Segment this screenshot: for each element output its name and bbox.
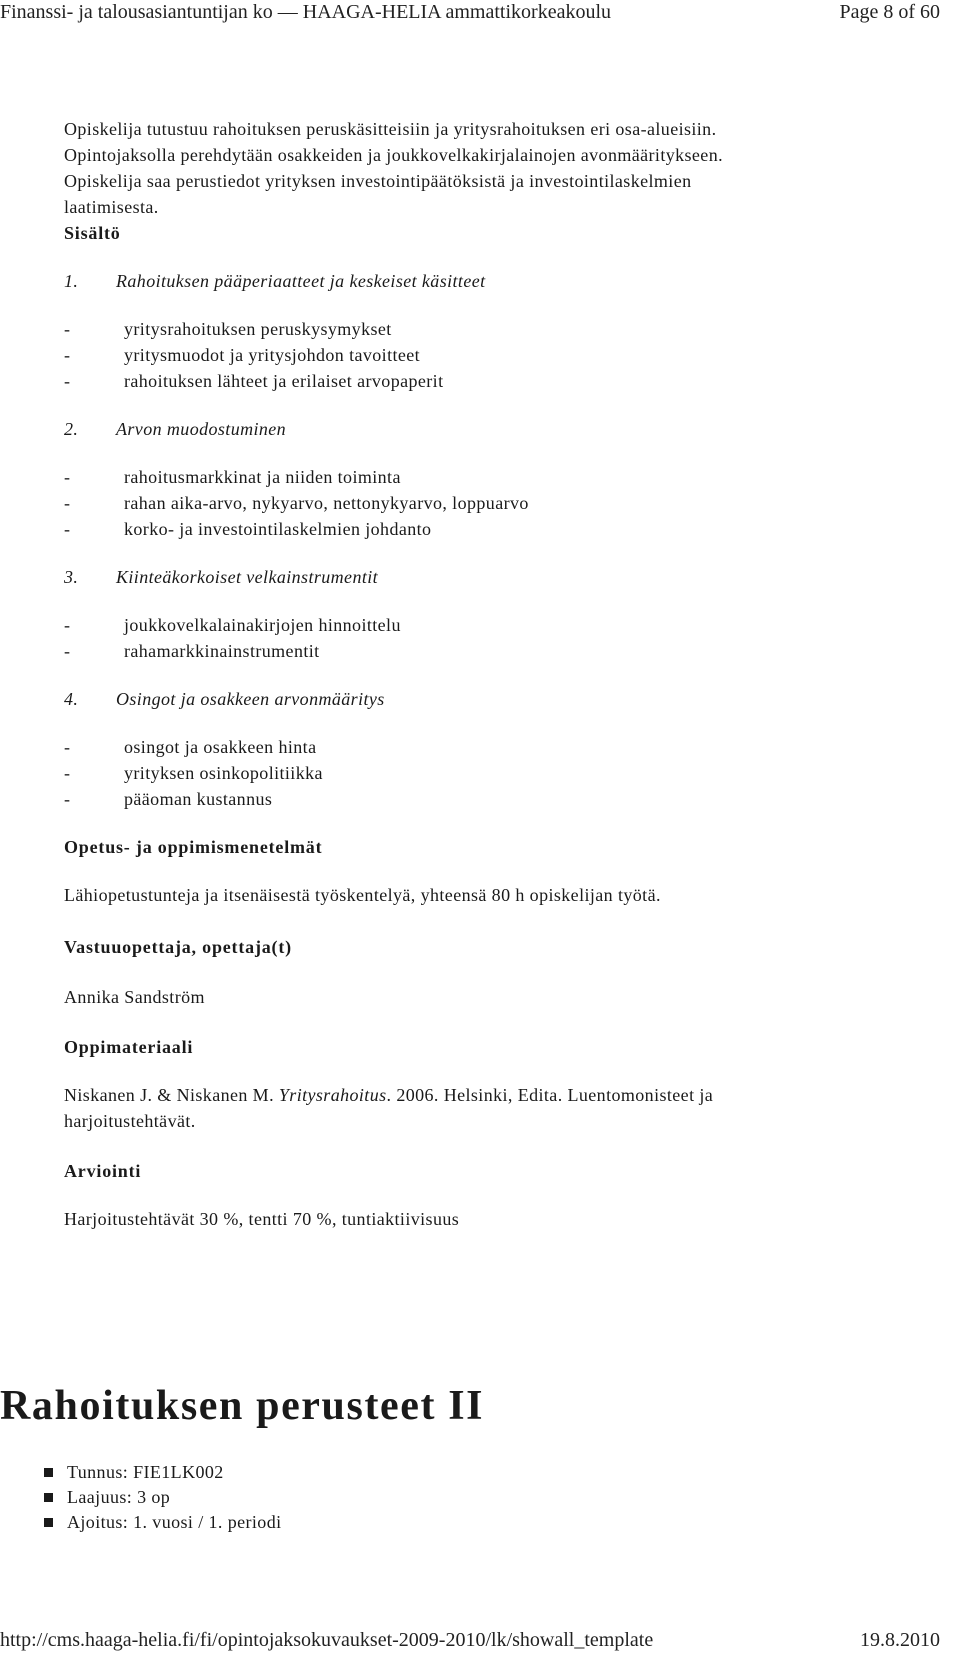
- intro-line: Opintojaksolla perehdytään osakkeiden ja joukkovelkakirjalainojen avonmääritykseen.: [64, 145, 723, 165]
- arviointi-heading: Arviointi: [64, 1161, 142, 1181]
- list-item: [64, 734, 894, 760]
- list-item-text: yrityksen osinkopolitiikka: [124, 763, 323, 783]
- section-number: 1.: [64, 271, 79, 291]
- list-item: [64, 342, 894, 368]
- course-title: Rahoituksen perusteet II: [0, 1383, 485, 1429]
- main-content: [64, 116, 894, 1232]
- footer-url: http://cms.haaga-helia.fi/fi/opintojaksokuvaukset-2009-2010/lk/showall_template: [0, 1629, 654, 1651]
- dash-marker: -: [64, 641, 71, 661]
- section-title: [64, 416, 894, 442]
- section-title-text: Osingot ja osakkeen arvonmääritys: [116, 689, 385, 709]
- section-item-list: [64, 734, 894, 812]
- sisalto-heading: Sisältö: [64, 223, 121, 243]
- list-item-text: joukkovelkalainakirjojen hinnoittelu: [124, 615, 401, 635]
- intro-paragraph: [64, 116, 894, 220]
- page-header: [0, 0, 940, 24]
- list-item-text: rahan aika-arvo, nykyarvo, nettonykyarvo, loppuarvo: [124, 493, 529, 513]
- footer-date: 19.8.2010: [860, 1629, 940, 1651]
- course-timing: Ajoitus: 1. vuosi / 1. periodi: [67, 1512, 282, 1532]
- materiaali-text: [64, 1082, 894, 1108]
- section-2: [64, 416, 894, 542]
- list-item-text: rahamarkkinainstrumentit: [124, 641, 320, 661]
- list-item: [64, 316, 894, 342]
- section-title: [64, 268, 894, 294]
- square-bullet-icon: [44, 1518, 53, 1527]
- materiaali-text-line2: harjoitustehtävät.: [64, 1111, 196, 1131]
- section-number: 2.: [64, 419, 79, 439]
- course-info-list-wrapper: [44, 1460, 282, 1535]
- section-title-text: Arvon muodostuminen: [116, 419, 287, 439]
- dash-marker: -: [64, 789, 71, 809]
- arviointi-text: Harjoitustehtävät 30 %, tentti 70 %, tuntiaktiivisuus: [64, 1209, 460, 1229]
- materiaali-book-title: Yritysrahoitus: [278, 1085, 387, 1105]
- list-item-text: rahoituksen lähteet ja erilaiset arvopaperit: [124, 371, 444, 391]
- section-title: [64, 686, 894, 712]
- intro-line: Opiskelija tutustuu rahoituksen peruskäsitteisiin ja yritysrahoituksen eri osa-alueisiin.: [64, 119, 717, 139]
- list-item: [64, 786, 894, 812]
- square-bullet-icon: [44, 1468, 53, 1477]
- section-title-text: Kiinteäkorkoiset velkainstrumentit: [116, 567, 379, 587]
- course-credits: Laajuus: 3 op: [67, 1487, 171, 1507]
- list-item: [44, 1510, 282, 1535]
- vastuu-text: Annika Sandström: [64, 987, 205, 1007]
- header-page-number: Page 8 of 60: [839, 1, 940, 23]
- section-item-list: [64, 612, 894, 664]
- opetus-text: Lähiopetustunteja ja itsenäisestä työskentelyä, yhteensä 80 h opiskelijan työtä.: [64, 885, 661, 905]
- section-item-list: [64, 464, 894, 542]
- list-item-text: pääoman kustannus: [124, 789, 273, 809]
- dash-marker: -: [64, 763, 71, 783]
- section-number: 3.: [64, 567, 79, 587]
- list-item: [64, 490, 894, 516]
- list-item-text: yritysmuodot ja yritysjohdon tavoitteet: [124, 345, 421, 365]
- section-3: [64, 564, 894, 664]
- intro-line: laatimisesta.: [64, 197, 159, 217]
- list-item: [44, 1485, 282, 1510]
- list-item: [64, 464, 894, 490]
- list-item-text: rahoitusmarkkinat ja niiden toiminta: [124, 467, 401, 487]
- list-item: [64, 760, 894, 786]
- section-title: [64, 564, 894, 590]
- dash-marker: -: [64, 615, 71, 635]
- section-4: [64, 686, 894, 812]
- course-code: Tunnus: FIE1LK002: [67, 1462, 224, 1482]
- course-info-list: [44, 1460, 282, 1535]
- dash-marker: -: [64, 737, 71, 757]
- section-1: [64, 268, 894, 394]
- dash-marker: -: [64, 371, 71, 391]
- section-title-text: Rahoituksen pääperiaatteet ja keskeiset käsitteet: [116, 271, 486, 291]
- dash-marker: -: [64, 519, 71, 539]
- dash-marker: -: [64, 493, 71, 513]
- section-item-list: [64, 316, 894, 394]
- list-item-text: korko- ja investointilaskelmien johdanto: [124, 519, 432, 539]
- list-item: [64, 638, 894, 664]
- section-number: 4.: [64, 689, 79, 709]
- dash-marker: -: [64, 467, 71, 487]
- materiaali-heading: Oppimateriaali: [64, 1037, 194, 1057]
- vastuu-heading: Vastuuopettaja, opettaja(t): [64, 937, 292, 957]
- header-title: Finanssi- ja talousasiantuntijan ko — HAAGA-HELIA ammattikorkeakoulu: [0, 1, 612, 23]
- materiaali-authors: Niskanen J. & Niskanen M.: [64, 1085, 279, 1105]
- list-item: [64, 368, 894, 394]
- list-item-text: yritysrahoituksen peruskysymykset: [124, 319, 392, 339]
- page-footer: [0, 1628, 940, 1652]
- list-item: [44, 1460, 282, 1485]
- materiaali-publication: . 2006. Helsinki, Edita. Luentomonisteet ja: [386, 1085, 714, 1105]
- list-item-text: osingot ja osakkeen hinta: [124, 737, 317, 757]
- list-item: [64, 516, 894, 542]
- list-item: [64, 612, 894, 638]
- square-bullet-icon: [44, 1493, 53, 1502]
- dash-marker: -: [64, 345, 71, 365]
- dash-marker: -: [64, 319, 71, 339]
- intro-line: Opiskelija saa perustiedot yrityksen investointipäätöksistä ja investointilaskelmien: [64, 171, 692, 191]
- opetus-heading: Opetus- ja oppimismenetelmät: [64, 837, 323, 857]
